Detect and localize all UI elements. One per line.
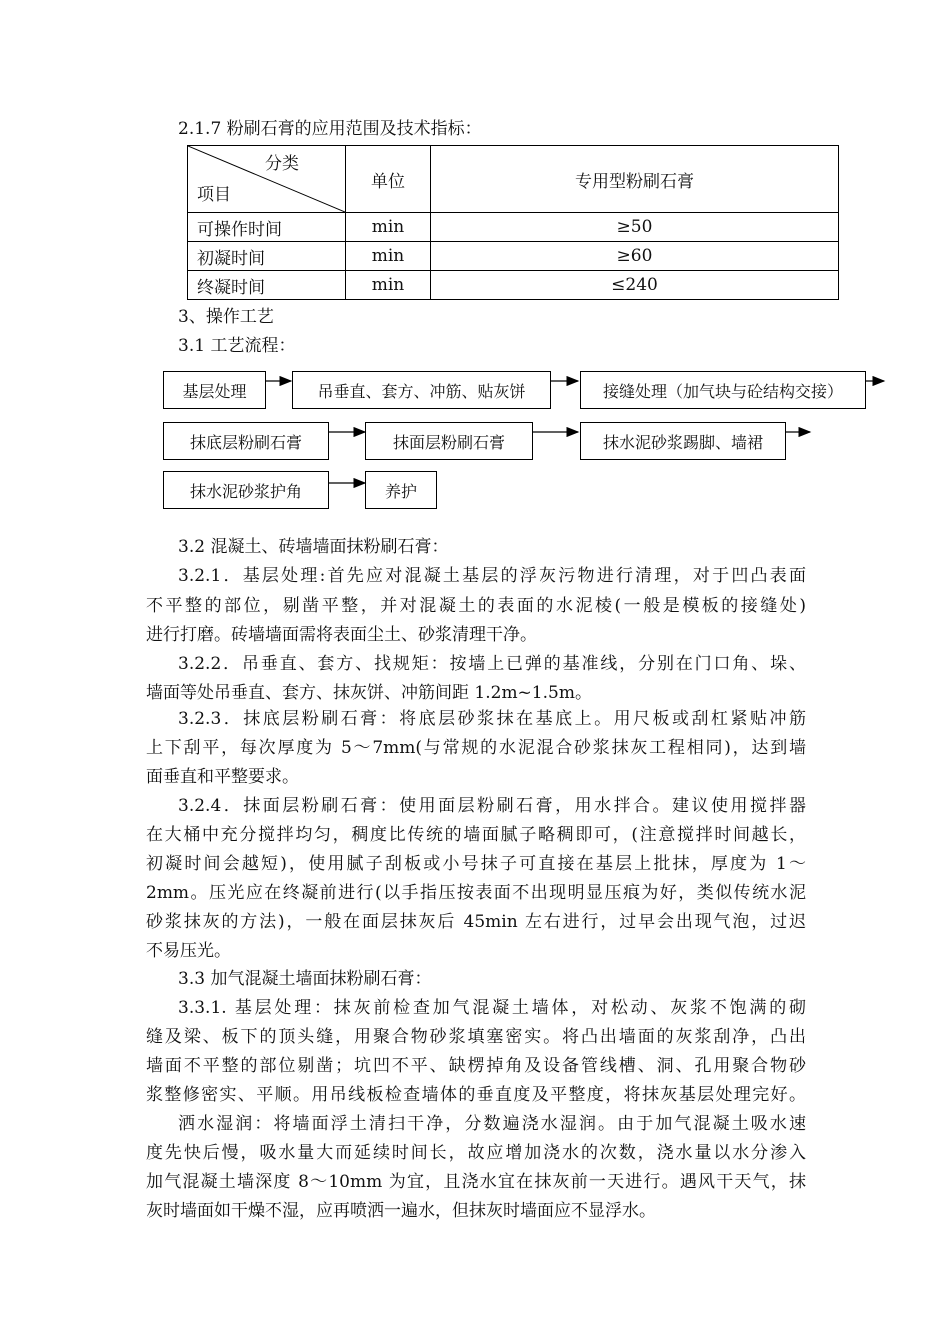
row-item: 终凝时间 [188, 271, 346, 300]
paragraph-3-2-4-line: 3.2.4．抹面层粉刷石膏：使用面层粉刷石膏，用水拌合。建议使用搅拌器 [178, 796, 806, 816]
product-header: 专用型粉刷石膏 [431, 146, 839, 213]
paragraph-3-2-1-line: 3.2.1．基层处理:首先应对混凝土基层的浮灰污物进行清理，对于凹凸表面 [178, 566, 806, 586]
paragraph-3-2-1-line: 进行打磨。砖墙墙面需将表面尘土、砂浆清理干净。 [146, 625, 537, 645]
row-item: 初凝时间 [188, 242, 346, 271]
paragraph-3-3-1-line: 缝及梁、板下的顶头缝，用聚合物砂浆填塞密实。将凸出墙面的灰浆刮净，凸出 [146, 1027, 806, 1047]
paragraph-3-2-2-line: 墙面等处吊垂直、套方、抹灰饼、冲筋间距 1.2m~1.5m。 [146, 683, 592, 703]
flow-step-skirting: 抹水泥砂浆踢脚、墙裙 [580, 422, 786, 460]
row-unit: min [346, 271, 431, 300]
section-heading-3-1: 3.1 工艺流程： [178, 336, 296, 356]
paragraph-3-2-4-line: 初凝时间会越短)，使用腻子刮板或小号抹子可直接在基层上批抹，厚度为 1～ [146, 854, 806, 874]
section-heading-3-2: 3.2 混凝土、砖墙墙面抹粉刷石膏： [178, 537, 449, 557]
paragraph-3-2-4-line: 2mm。压光应在终凝前进行(以手指压按表面不出现明显压痕为好，类似传统水泥 [146, 883, 806, 903]
paragraph-3-2-3-line: 上下刮平，每次厚度为 5～7mm(与常规的水泥混合砂浆抹灰工程相同)，达到墙 [146, 738, 806, 758]
paragraph-water-line: 灰时墙面如干燥不湿，应再喷洒一遍水，但抹灰时墙面应不显浮水。 [146, 1201, 656, 1221]
diag-bottom-label: 项目 [197, 185, 231, 205]
row-unit: min [346, 213, 431, 242]
row-value: ≥50 [431, 213, 839, 242]
paragraph-3-3-1-line: 墙面不平整的部位剔凿；坑凹不平、缺楞掉角及设备管线槽、洞、孔用聚合物砂 [146, 1056, 806, 1076]
paragraph-3-2-4-line: 在大桶中充分搅拌均匀，稠度比传统的墙面腻子略稠即可，(注意搅拌时间越长， [146, 825, 806, 845]
flow-step-plumb-square: 吊垂直、套方、冲筋、贴灰饼 [292, 371, 551, 409]
paragraph-3-2-3-line: 面垂直和平整要求。 [146, 767, 299, 787]
unit-header: 单位 [346, 146, 431, 213]
flow-step-finish-coat: 抹面层粉刷石膏 [365, 422, 533, 460]
row-value: ≤240 [431, 271, 839, 300]
row-item: 可操作时间 [188, 213, 346, 242]
diag-top-label: 分类 [265, 154, 299, 174]
flow-step-curing: 养护 [365, 471, 437, 509]
section-heading-2-1-7: 2.1.7 粉刷石膏的应用范围及技术指标： [178, 119, 482, 139]
flow-step-base-treatment: 基层处理 [163, 371, 266, 409]
flow-step-base-coat: 抹底层粉刷石膏 [163, 422, 329, 460]
paragraph-3-3-1-line: 3.3.1. 基层处理：抹灰前检查加气混凝土墙体，对松动、灰浆不饱满的砌 [178, 998, 806, 1018]
flow-step-corner-guard: 抹水泥砂浆护角 [163, 471, 329, 509]
section-heading-3: 3、操作工艺 [178, 307, 274, 327]
paragraph-3-2-1-line: 不平整的部位，剔凿平整，并对混凝土的表面的水泥棱(一般是模板的接缝处) [146, 596, 806, 616]
paragraph-water-line: 加气混凝土墙深度 8～10mm 为宜，且浇水宜在抹灰前一天进行。遇风干天气，抹 [146, 1172, 806, 1192]
paragraph-3-2-2-line: 3.2.2．吊垂直、套方、找规矩：按墙上已弹的基准线，分别在门口角、垛、 [178, 654, 806, 674]
section-heading-3-3: 3.3 加气混凝土墙面抹粉刷石膏： [178, 969, 432, 989]
paragraph-3-2-4-line: 砂浆抹灰的方法)，一般在面层抹灰后 45min 左右进行，过早会出现气泡，过迟 [146, 912, 806, 932]
paragraph-3-3-1-line: 浆整修密实、平顺。用吊线板检查墙体的垂直度及平整度，将抹灰基层处理完好。 [146, 1085, 806, 1105]
row-unit: min [346, 242, 431, 271]
flow-step-joint-treatment: 接缝处理（加气块与砼结构交接） [580, 371, 866, 409]
paragraph-3-2-4-line: 不易压光。 [146, 941, 231, 961]
row-value: ≥60 [431, 242, 839, 271]
paragraph-3-2-3-line: 3.2.3．抹底层粉刷石膏：将底层砂浆抹在基底上。用尺板或刮杠紧贴冲筋 [178, 709, 806, 729]
paragraph-water-line: 洒水湿润：将墙面浮土清扫干净，分数遍浇水湿润。由于加气混凝土吸水速 [178, 1114, 806, 1134]
paragraph-water-line: 度先快后慢，吸水量大而延续时间长，故应增加浇水的次数，浇水量以水分渗入 [146, 1143, 806, 1163]
